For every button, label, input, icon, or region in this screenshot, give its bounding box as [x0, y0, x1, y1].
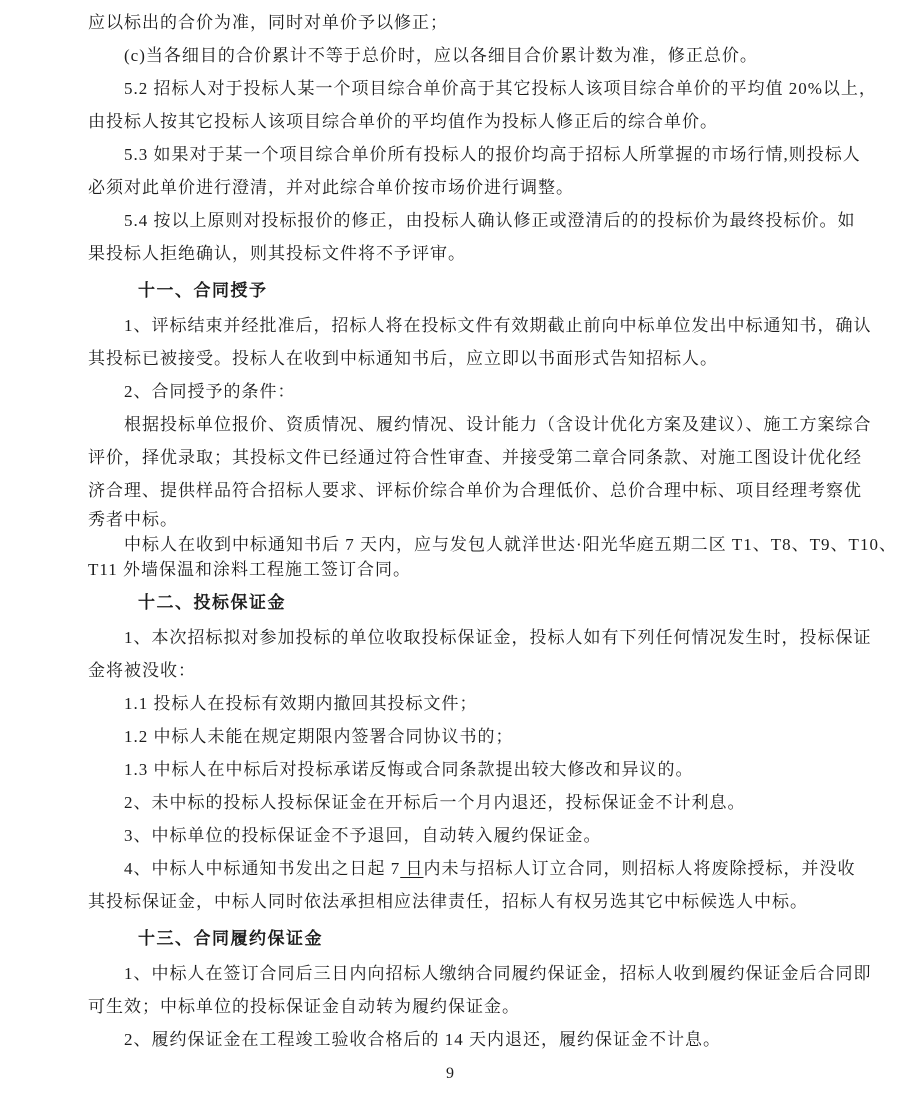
document-line: 1、评标结束并经批准后，招标人将在投标文件有效期截止前向中标单位发出中标通知书，确认	[124, 316, 872, 335]
document-line: 2、合同授予的条件：	[124, 382, 296, 401]
document-line: 5.3 如果对于某一个项目综合单价所有投标人的报价均高于招标人所掌握的市场行情,则投标人	[124, 145, 861, 164]
document-line: 1、本次招标拟对参加投标的单位收取投标保证金，投标人如有下列任何情况发生时，投标保证	[124, 628, 872, 647]
document-line: 1.1 投标人在投标有效期内撤回其投标文件；	[124, 694, 478, 713]
document-line: 5.2 招标人对于投标人某一个项目综合单价高于其它投标人该项目综合单价的平均值 20%以上，	[124, 79, 877, 98]
document-line: 评价，择优录取；其投标文件已经通过符合性审查、并接受第二章合同条款、对施工图设计优化经	[88, 448, 862, 467]
document-line: 秀者中标。	[88, 510, 178, 529]
document-line: 1、中标人在签订合同后三日内向招标人缴纳合同履约保证金，招标人收到履约保证金后合同即	[124, 964, 872, 983]
document-line: 1.3 中标人在中标后对投标承诺反悔或合同条款提出较大修改和异议的。	[124, 760, 694, 779]
text-segment: 4、中标人中标通知书发出之日起 7	[124, 859, 401, 878]
document-line: 2、未中标的投标人投标保证金在开标后一个月内退还，投标保证金不计利息。	[124, 793, 746, 812]
document-body	[88, 6, 897, 1056]
document-line: T11 外墙保温和涂料工程施工签订合同。	[88, 560, 412, 579]
section-heading: 十二、投标保证金	[138, 593, 286, 612]
document-line: 果投标人拒绝确认，则其投标文件将不予评审。	[88, 244, 466, 263]
document-line: 5.4 按以上原则对投标报价的修正，由投标人确认修正或澄清后的的投标价为最终投标价。如	[124, 211, 856, 230]
document-line: 2、履约保证金在工程竣工验收合格后的 14 天内退还，履约保证金不计息。	[124, 1030, 721, 1049]
document-line: 其投标保证金，中标人同时依法承担相应法律责任，招标人有权另选其它中标候选人中标。	[88, 892, 808, 911]
document-line: 由投标人按其它投标人该项目综合单价的平均值作为投标人修正后的综合单价。	[88, 112, 718, 131]
document-line: 根据投标单位报价、资质情况、履约情况、设计能力（含设计优化方案及建议）、施工方案综合	[124, 415, 872, 434]
document-line: 中标人在收到中标通知书后 7 天内，应与发包人就洋世达·阳光华庭五期二区 T1、T8、T9、T10、	[124, 535, 897, 554]
document-line: 必须对此单价进行澄清，并对此综合单价按市场价进行调整。	[88, 178, 574, 197]
document-line: (c)当各细目的合价累计不等于总价时，应以各细目合价累计数为准，修正总价。	[124, 46, 758, 65]
underlined-text: 日	[400, 859, 424, 878]
document-line: 济合理、提供样品符合招标人要求、评标价综合单价为合理低价、总价合理中标、项目经理考察优	[88, 481, 862, 500]
document-line	[88, 852, 856, 885]
document-line: 其投标已被接受。投标人在收到中标通知书后，应立即以书面形式告知招标人。	[88, 349, 718, 368]
document-line: 1.2 中标人未能在规定期限内签署合同协议书的；	[124, 727, 514, 746]
document-line: 3、中标单位的投标保证金不予退回，自动转入履约保证金。	[124, 826, 602, 845]
document-line: 可生效；中标单位的投标保证金自动转为履约保证金。	[88, 997, 520, 1016]
document-line: 应以标出的合价为准，同时对单价予以修正；	[88, 13, 448, 32]
text-segment: 内未与招标人订立合同，则招标人将废除授标，并没收	[423, 859, 856, 878]
document-line: 金将被没收：	[88, 661, 196, 680]
page-number: 9	[446, 1065, 454, 1082]
section-heading: 十三、合同履约保证金	[138, 929, 323, 948]
section-heading: 十一、合同授予	[138, 281, 268, 300]
